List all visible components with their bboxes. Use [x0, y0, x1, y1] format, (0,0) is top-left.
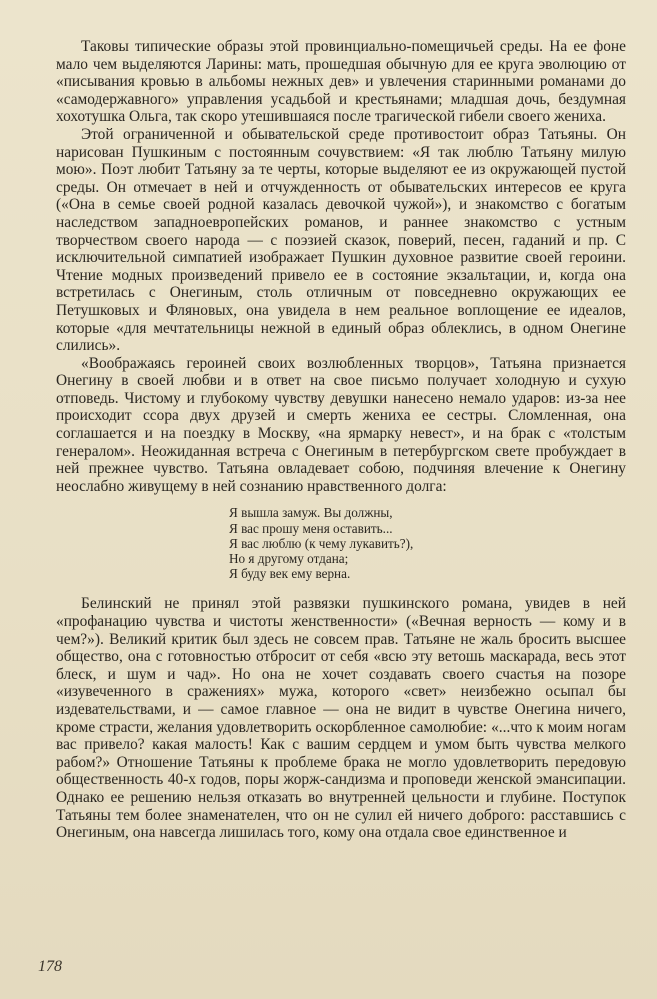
page-number: 178	[38, 958, 62, 975]
verse-line: Но я другому отдана;	[229, 551, 349, 567]
verse-line: Я буду век ему верна.	[229, 566, 351, 582]
verse-line: Я вышла замуж. Вы должны,	[229, 505, 393, 521]
body-text	[56, 38, 626, 842]
verse-line: Я вас прошу меня оставить...	[229, 520, 393, 536]
paragraph-3: «Воображаясь героиней своих возлюбленных творцов», Татьяна признается Онегину в своей любви и в ответ на свое письмо получает холодную и сухую отповедь. Чистому и глубокому чувству девушки нанесено немало ударов: из-за нее происходит ссора двух друзей и смерть жениха ее сестры. Сломленная, она соглашается и на поездку в Москву, «на ярмарку невест», и на брак с «толстым генералом». Неожиданная встреча с Онегиным в петербургском свете пробуждает в ней прежнее чувство. Татьяна овладевает собою, подчиняя влечение к Онегину неослабно живущему в ней сознанию нравственного долга:	[56, 354, 626, 495]
verse-quote	[229, 505, 626, 581]
verse-line: Я вас люблю (к чему лукавить?),	[229, 535, 414, 551]
paragraph-4: Белинский не принял этой развязки пушкинского романа, увидев в ней «профанацию чувства и чистоты женственности» («Вечная верность — кому и в чем?»). Великий критик был здесь не совсем прав. Татьяне не жаль бросить высшее общество, она с готовностью отбросит от себя «всю эту ветошь маскарада, весь этот блеск, и шум и чад». Но она не хочет создавать своего счастья на позоре «изувеченного в сражениях» мужа, которого «свет» неизбежно осыпал бы издевательствами, и — самое главное — она не видит в чувстве Онегина ничего, кроме страсти, желания удовлетворить оскорбленное самолюбие: «...что к моим ногам вас привело? какая малость! Как с вашим сердцем и умом быть чувства мелкого рабом?» Отношение Татьяны к проблеме брака не могло удовлетворить передовую общественность 40-х годов, поры жорж-сандизма и проповеди женской эмансипации. Однако ее решению нельзя отказать во внутренней цельности и глубине. Поступок Татьяны тем более знаменателен, что он не сулил ей ничего доброго: расставшись с Онегиным, она навсегда лишилась того, кому она отдала свое единственное и	[56, 595, 626, 842]
paragraph-2: Этой ограниченной и обывательской среде противостоит образ Татьяны. Он нарисован Пушкиным с постоянным сочувствием: «Я так люблю Татьяну милую мою». Поэт любит Татьяну за те черты, которые выделяют ее из окружающей пустой среды. Он отмечает в ней и отчужденность от обывательских интересов ее круга («Она в семье своей родной казалась девочкой чужой»), и знакомство с богатым наследством западноевропейских романов, и раннее знакомство с устным творчеством своего народа — с поэзией сказок, поверий, песен, гаданий и пр. С исключительной симпатией изображает Пушкин духовное развитие своей героини. Чтение модных произведений привело ее в состояние экзальтации, и, когда она встретилась с Онегиным, столь отличным от повседневно окружающих ее Петушковых и Фляновых, она увидела в нем реальное воплощение ее идеалов, которые «для мечтательницы нежной в единый образ облеклись, в одном Онегине слились».	[56, 125, 626, 355]
paragraph-1: Таковы типические образы этой провинциально-помещичьей среды. На ее фоне мало чем выделяются Ларины: мать, прошедшая обычную для ее круга эволюцию от «писывания кровью в альбомы нежных дев» и увлечения старинными романами до «самодержавного» управления усадьбой и крестьянами; младшая дочь, бездумная хохотушка Ольга, так скоро утешившаяся после трагической гибели своего жениха.	[56, 38, 626, 126]
